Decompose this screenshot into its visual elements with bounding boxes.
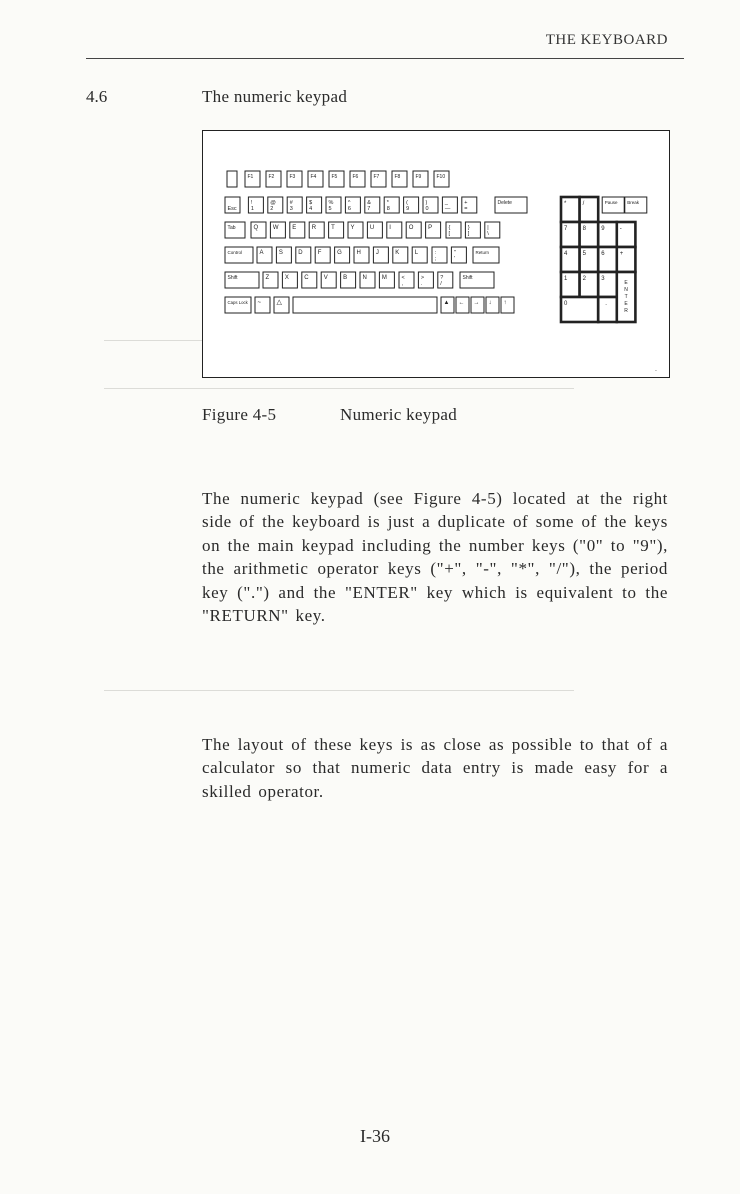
key-label: ▲ xyxy=(443,300,450,306)
key-label: S xyxy=(278,250,283,256)
key-label: F3 xyxy=(289,174,296,180)
keypad-label: 0 xyxy=(564,301,568,307)
key-label: F2 xyxy=(268,174,275,180)
key-label: F7 xyxy=(373,174,380,180)
key-label: 5 xyxy=(328,206,332,212)
key-label: ( xyxy=(406,200,408,206)
keypad-enter-letter: T xyxy=(624,294,628,300)
header-rule xyxy=(86,58,684,59)
key-label: R xyxy=(311,225,317,231)
key-label: T xyxy=(331,225,335,231)
key-label: ' xyxy=(453,256,455,262)
body-paragraph: The numeric keypad (see Figure 4-5) located at the right side of the keyboard is just a duplicate of some of the keys on the main keypad including the number keys ("0" to "9"), the arithmetic operator keys ("+", "-", "*", "/"), the period key (".") and the "ENTER" key which is equivalent to the "RETURN" key. xyxy=(202,489,668,626)
key-label: : xyxy=(434,250,437,256)
key-label: 6 xyxy=(347,206,351,212)
section-number: 4.6 xyxy=(86,87,108,106)
key-label: Shift xyxy=(227,275,238,281)
key-label: V xyxy=(323,275,328,281)
key-label: C xyxy=(304,275,309,281)
keypad-label: 2 xyxy=(582,276,586,282)
key-label: _ xyxy=(444,200,448,206)
key-label: — xyxy=(444,206,451,212)
keypad-enter-letter: E xyxy=(624,280,628,286)
key-label: Caps Lock xyxy=(227,300,248,305)
key-label: K xyxy=(395,250,400,256)
key-label: Esc xyxy=(227,206,237,212)
figure-number: Figure 4-5 xyxy=(202,405,277,424)
key-label: / xyxy=(440,281,442,287)
page-number: I-36 xyxy=(360,1126,390,1146)
key-label: F xyxy=(317,250,322,256)
keypad-label: / xyxy=(582,201,585,207)
keypad-label: 8 xyxy=(582,226,586,232)
key-label: ↑ xyxy=(503,300,507,306)
key-label: P xyxy=(428,225,433,231)
key-label: { xyxy=(448,225,451,231)
key-label: " xyxy=(453,250,456,256)
keypad-enter-letter: E xyxy=(624,301,628,307)
key-label: , xyxy=(401,281,404,287)
key-label: 3 xyxy=(289,206,293,212)
keypad-label: 5 xyxy=(582,251,586,257)
key-label: U xyxy=(369,225,375,231)
key-label: + xyxy=(464,200,468,206)
key-label: ; xyxy=(434,256,437,262)
figure-caption xyxy=(202,405,457,425)
keypad-label: 6 xyxy=(601,251,605,257)
key-label: Shift xyxy=(462,275,473,281)
key-label: W xyxy=(272,225,279,231)
key-label: ↓ xyxy=(488,300,492,306)
key-label: E xyxy=(292,225,297,231)
key-label: [ xyxy=(448,231,451,237)
key-power xyxy=(227,171,237,187)
keypad-label: 9 xyxy=(601,226,605,232)
key-label: G xyxy=(337,250,342,256)
keypad-label: . xyxy=(605,301,607,307)
key-label: M xyxy=(381,275,387,281)
key-label: & xyxy=(367,200,371,206)
keypad-enter-letter: N xyxy=(624,287,628,293)
key-label: > xyxy=(420,275,425,281)
key-label: 9 xyxy=(406,206,410,212)
key-label: F10 xyxy=(436,174,446,180)
key-label: F4 xyxy=(310,174,317,180)
key-space xyxy=(293,297,437,313)
body-paragraph: The layout of these keys is as close as possible to that of a calculator so that numeric data entry is made easy for a skilled operator. xyxy=(202,735,668,801)
key-label: ! xyxy=(250,200,253,206)
key-label: \ xyxy=(487,231,489,237)
key-label: ) xyxy=(425,200,428,206)
key-label: F9 xyxy=(415,174,422,180)
key-label: L xyxy=(414,250,419,256)
key-label: ← xyxy=(458,300,465,306)
keypad-label: 4 xyxy=(564,251,568,257)
keypad-label: * xyxy=(564,201,567,207)
key-label: ? xyxy=(440,275,444,281)
keypad-key-period xyxy=(598,297,617,322)
key-label: 1 xyxy=(250,206,254,212)
key-label: 8 xyxy=(386,206,390,212)
keypad-enter-letter: R xyxy=(624,308,628,314)
key-label: 0 xyxy=(425,206,429,212)
key-label: < xyxy=(401,275,405,281)
key-label: ~ xyxy=(257,300,262,306)
key-label: $ xyxy=(309,200,313,206)
keyboard-figure xyxy=(202,130,670,378)
bleed-through-rule xyxy=(104,388,574,389)
key-label: Q xyxy=(253,225,259,231)
key-label: Y xyxy=(350,225,355,231)
key-label: O xyxy=(408,225,414,231)
key-label: Control xyxy=(227,250,243,255)
keypad-label: + xyxy=(619,251,624,257)
key-label: F5 xyxy=(331,174,338,180)
key-label: X xyxy=(284,275,289,281)
key-label: → xyxy=(473,300,480,306)
key-label: . xyxy=(420,281,423,287)
key-label: ^ xyxy=(347,200,351,206)
key-label: J xyxy=(375,250,379,256)
key-label: Z xyxy=(265,275,270,281)
key-label: B xyxy=(343,275,348,281)
key-label: △ xyxy=(276,299,282,306)
key-label: } xyxy=(467,225,470,231)
key-label: Tab xyxy=(227,225,236,231)
running-head: THE KEYBOARD xyxy=(545,32,668,48)
key-label: 4 xyxy=(309,206,313,212)
key-label: # xyxy=(289,200,293,206)
key-label: H xyxy=(356,250,361,256)
keypad-label: - xyxy=(619,226,622,232)
key-label: * xyxy=(386,200,389,206)
bleed-through-rule xyxy=(104,690,574,691)
keyboard-illustration xyxy=(203,131,669,377)
keypad-label: 3 xyxy=(601,276,605,282)
key-label: 7 xyxy=(367,206,371,212)
key-label: I xyxy=(389,225,391,231)
key-label: = xyxy=(464,206,468,212)
figure-title: Numeric keypad xyxy=(340,405,458,424)
key-label: Return xyxy=(475,250,490,255)
key-label: Break xyxy=(627,200,640,205)
key-label: N xyxy=(362,275,367,281)
key-label: F8 xyxy=(394,174,401,180)
key-label: Delete xyxy=(497,200,512,206)
key-label: F6 xyxy=(352,174,359,180)
key-label: | xyxy=(487,225,489,231)
key-label: F1 xyxy=(247,174,254,180)
keypad-label: 7 xyxy=(564,226,568,232)
key-label: A xyxy=(259,250,264,256)
key-label: Pause xyxy=(604,200,618,205)
key-label: ] xyxy=(467,231,470,237)
figure-mark: . xyxy=(655,366,657,373)
key-label: 2 xyxy=(270,206,274,212)
keypad-label: 1 xyxy=(564,276,568,282)
key-label: D xyxy=(298,250,303,256)
key-label: % xyxy=(328,200,334,206)
section-title: The numeric keypad xyxy=(202,87,348,106)
key-label: @ xyxy=(270,200,276,206)
